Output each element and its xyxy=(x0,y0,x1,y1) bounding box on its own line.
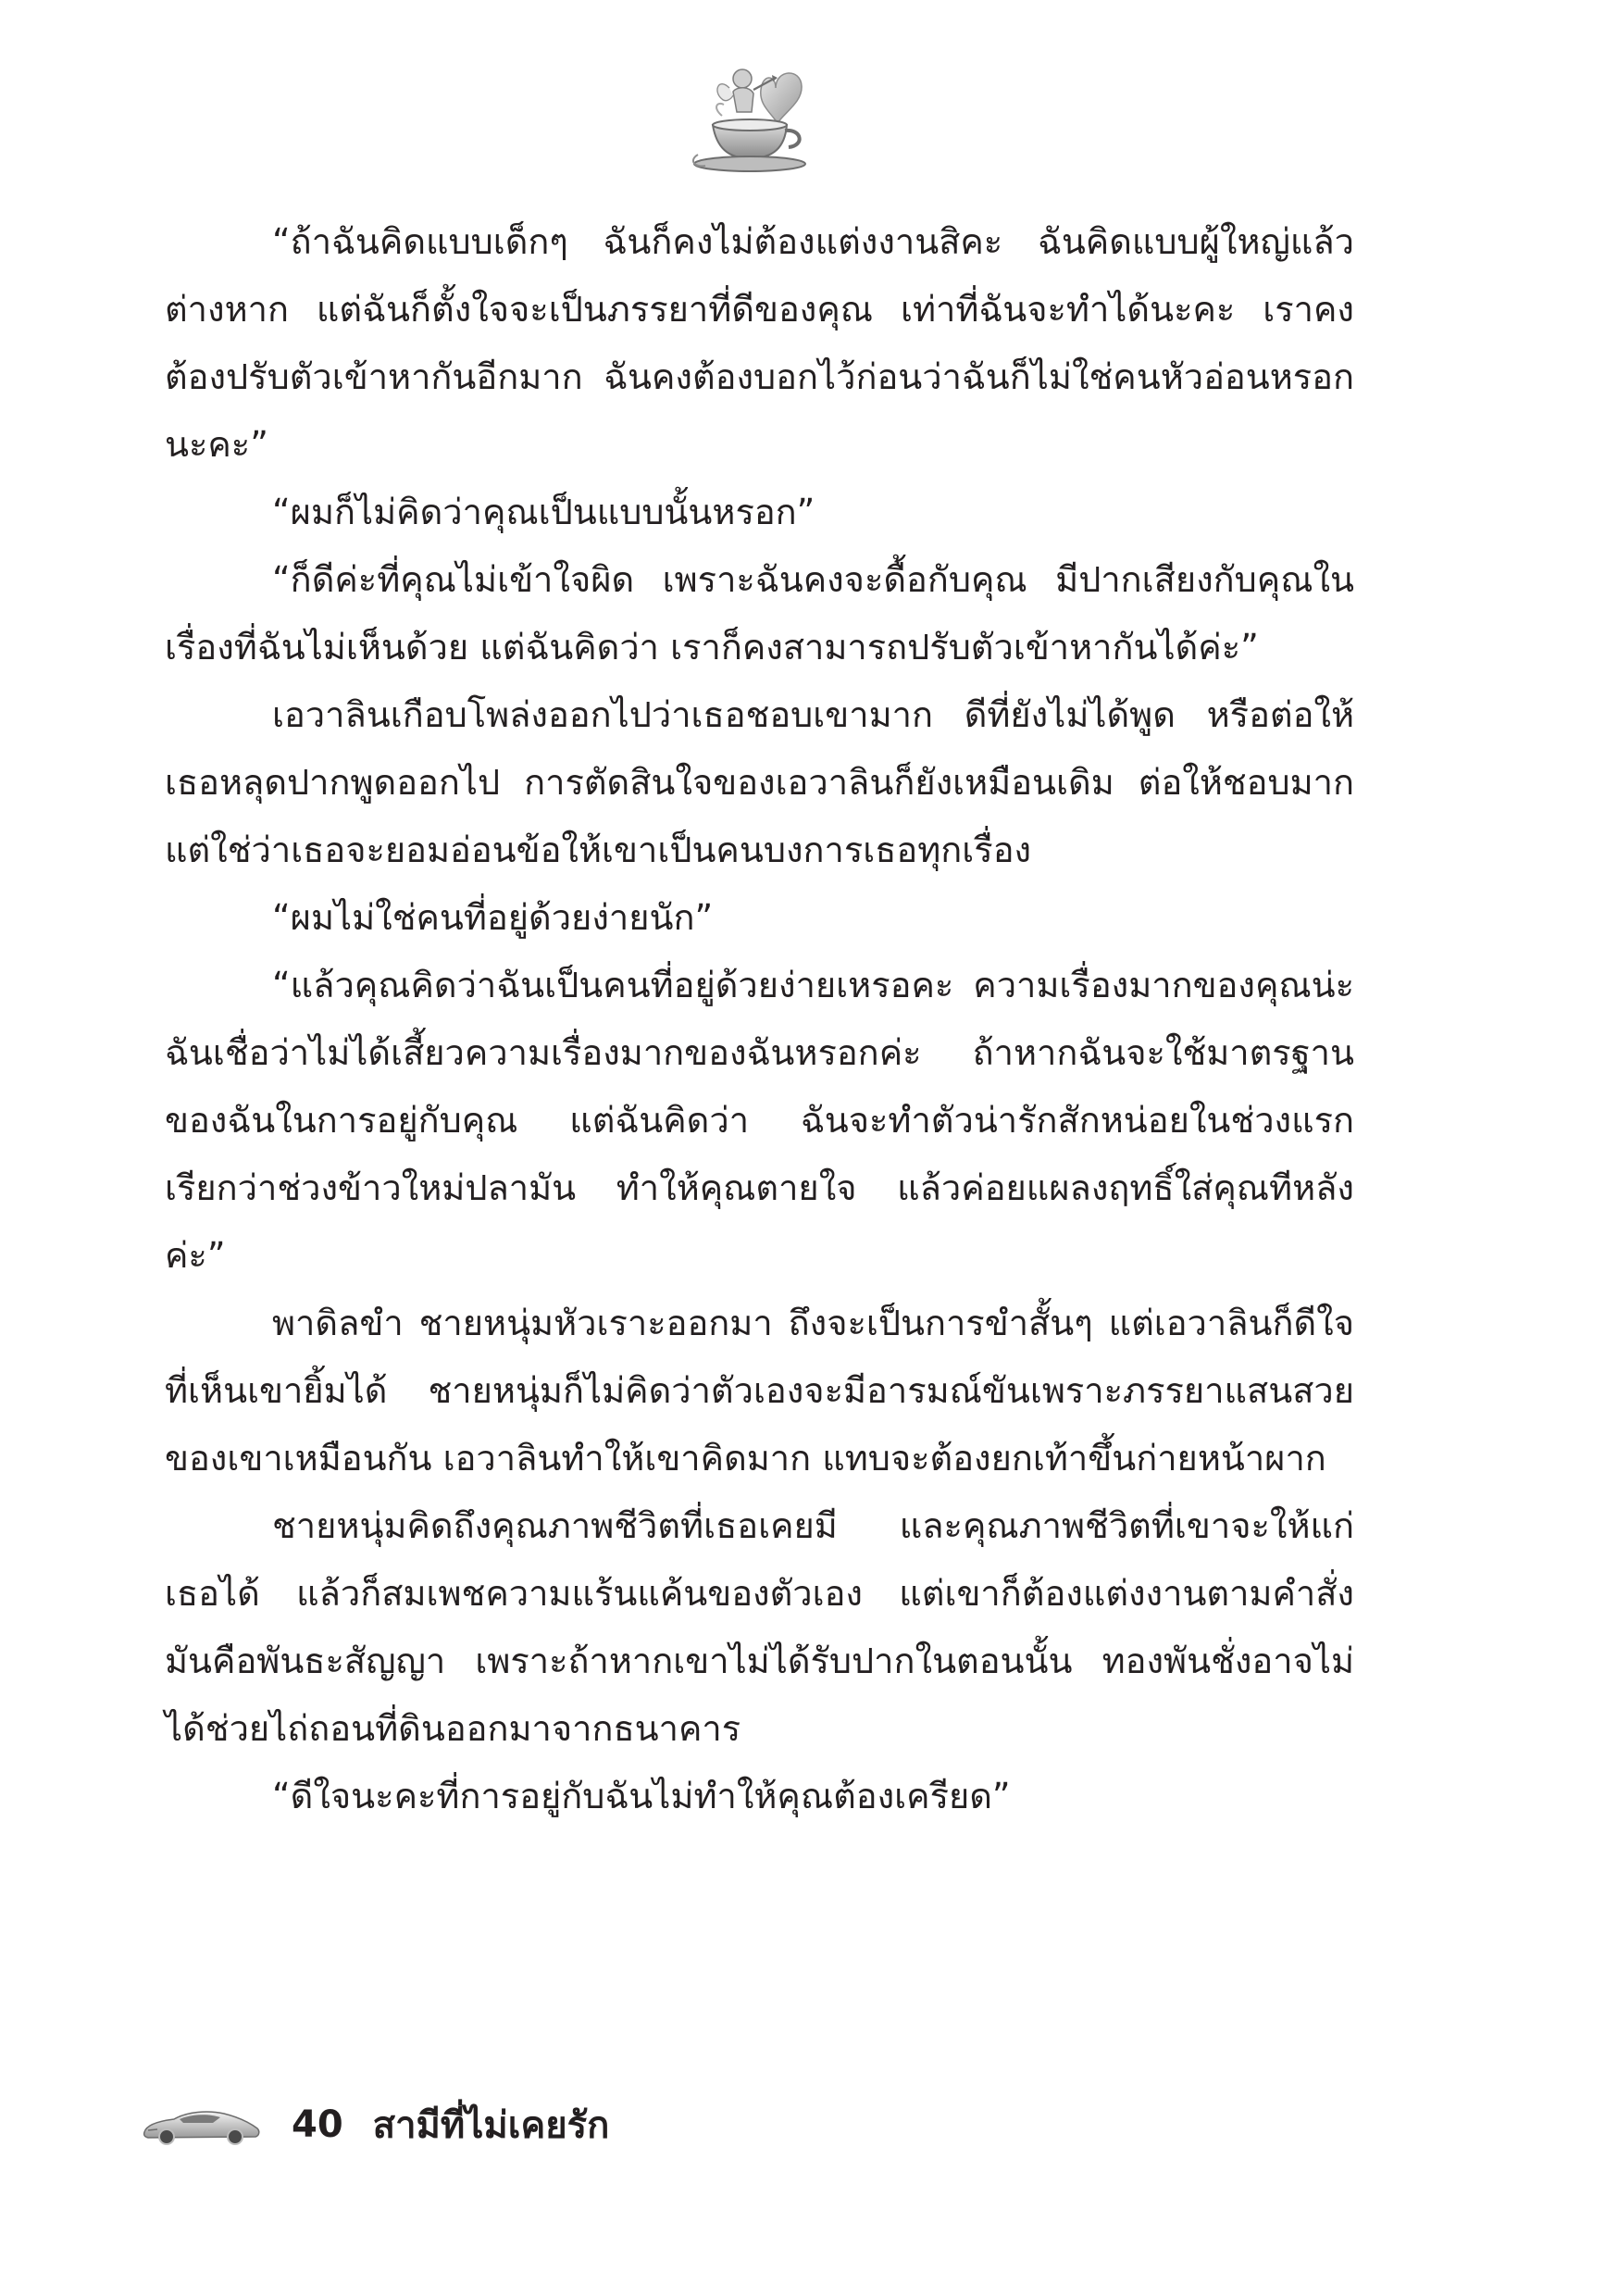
paragraph: “ดีใจนะคะที่การอยู่กับฉันไม่ทำให้คุณต้องเครียด” xyxy=(272,1776,1011,1816)
book-title: สามีที่ไม่เคยรัก xyxy=(372,2104,610,2147)
page-footer xyxy=(139,2088,609,2162)
paragraph: ชายหนุ่มคิดถึงคุณภาพชีวิตที่เธอเคยมี และคุณภาพชีวิตที่เขาจะให้แก่เธอได้ แล้วก็สมเพชความแร้นแค้นของตัวเอง แต่เขาก็ต้องแต่งงานตามคำสั่ง มันคือพันธะสัญญา เพราะถ้าหากเขาไม่ได้รับปากในตอนนั้น ทองพันชั่งอาจไม่ได้ช่วยไถ่ถอนที่ดินออกมาจากธนาคาร xyxy=(165,1505,1354,1749)
sports-car-icon xyxy=(139,2103,264,2147)
paragraph: พาดิลขำ ชายหนุ่มหัวเราะออกมา ถึงจะเป็นการขำสั้นๆ แต่เอวาลินก็ดีใจที่เห็นเขายิ้มได้ ชายหนุ่มก็ไม่คิดว่าตัวเองจะมีอารมณ์ขันเพราะภรรยาแสนสวยของเขาเหมือนกัน เอวาลินทำให้เขาคิดมาก แทบจะต้องยกเท้าขึ้นก่ายหน้าผาก xyxy=(165,1303,1354,1479)
paragraph: “ก็ดีค่ะที่คุณไม่เข้าใจผิด เพราะฉันคงจะดื้อกับคุณ มีปากเสียงกับคุณในเรื่องที่ฉันไม่เห็นด้วย แต่ฉันคิดว่า เราก็คงสามารถปรับตัวเข้าหากันได้ค่ะ” xyxy=(165,559,1354,668)
paragraph: “ผมก็ไม่คิดว่าคุณเป็นแบบนั้นหรอก” xyxy=(272,492,815,532)
page-number: 40 xyxy=(292,2103,343,2146)
paragraph: เอวาลินเกือบโพล่งออกไปว่าเธอชอบเขามาก ดีที่ยังไม่ได้พูด หรือต่อให้เธอหลุดปากพูดออกไป การตัดสินใจของเอวาลินก็ยังเหมือนเดิม ต่อให้ชอบมาก แต่ใช่ว่าเธอจะยอมอ่อนข้อให้เขาเป็นคนบงการเธอทุกเรื่อง xyxy=(165,694,1354,870)
paragraph: “ถ้าฉันคิดแบบเด็กๆ ฉันก็คงไม่ต้องแต่งงานสิคะ ฉันคิดแบบผู้ใหญ่แล้วต่างหาก แต่ฉันก็ตั้งใจจะเป็นภรรยาที่ดีของคุณ เท่าที่ฉันจะทำได้นะคะ เราคงต้องปรับตัวเข้าหากันอีกมาก ฉันคงต้องบอกไว้ก่อนว่าฉันก็ไม่ใช่คนหัวอ่อนหรอกนะคะ” xyxy=(165,221,1354,465)
chapter-body xyxy=(165,208,1354,1830)
paragraph: “แล้วคุณคิดว่าฉันเป็นคนที่อยู่ด้วยง่ายเหรอคะ ความเรื่องมากของคุณน่ะ ฉันเชื่อว่าไม่ได้เสี้ยวความเรื่องมากของฉันหรอกค่ะ ถ้าหากฉันจะใช้มาตรฐานของฉันในการอยู่กับคุณ แต่ฉันคิดว่า ฉันจะทำตัวน่ารักสักหน่อยในช่วงแรก เรียกว่าช่วงข้าวใหม่ปลามัน ทำให้คุณตายใจ แล้วค่อยแผลงฤทธิ์ใส่คุณทีหลังค่ะ” xyxy=(165,965,1354,1276)
paragraph: “ผมไม่ใช่คนที่อยู่ด้วยง่ายนัก” xyxy=(272,897,714,938)
cupid-teacup-icon xyxy=(685,51,824,181)
